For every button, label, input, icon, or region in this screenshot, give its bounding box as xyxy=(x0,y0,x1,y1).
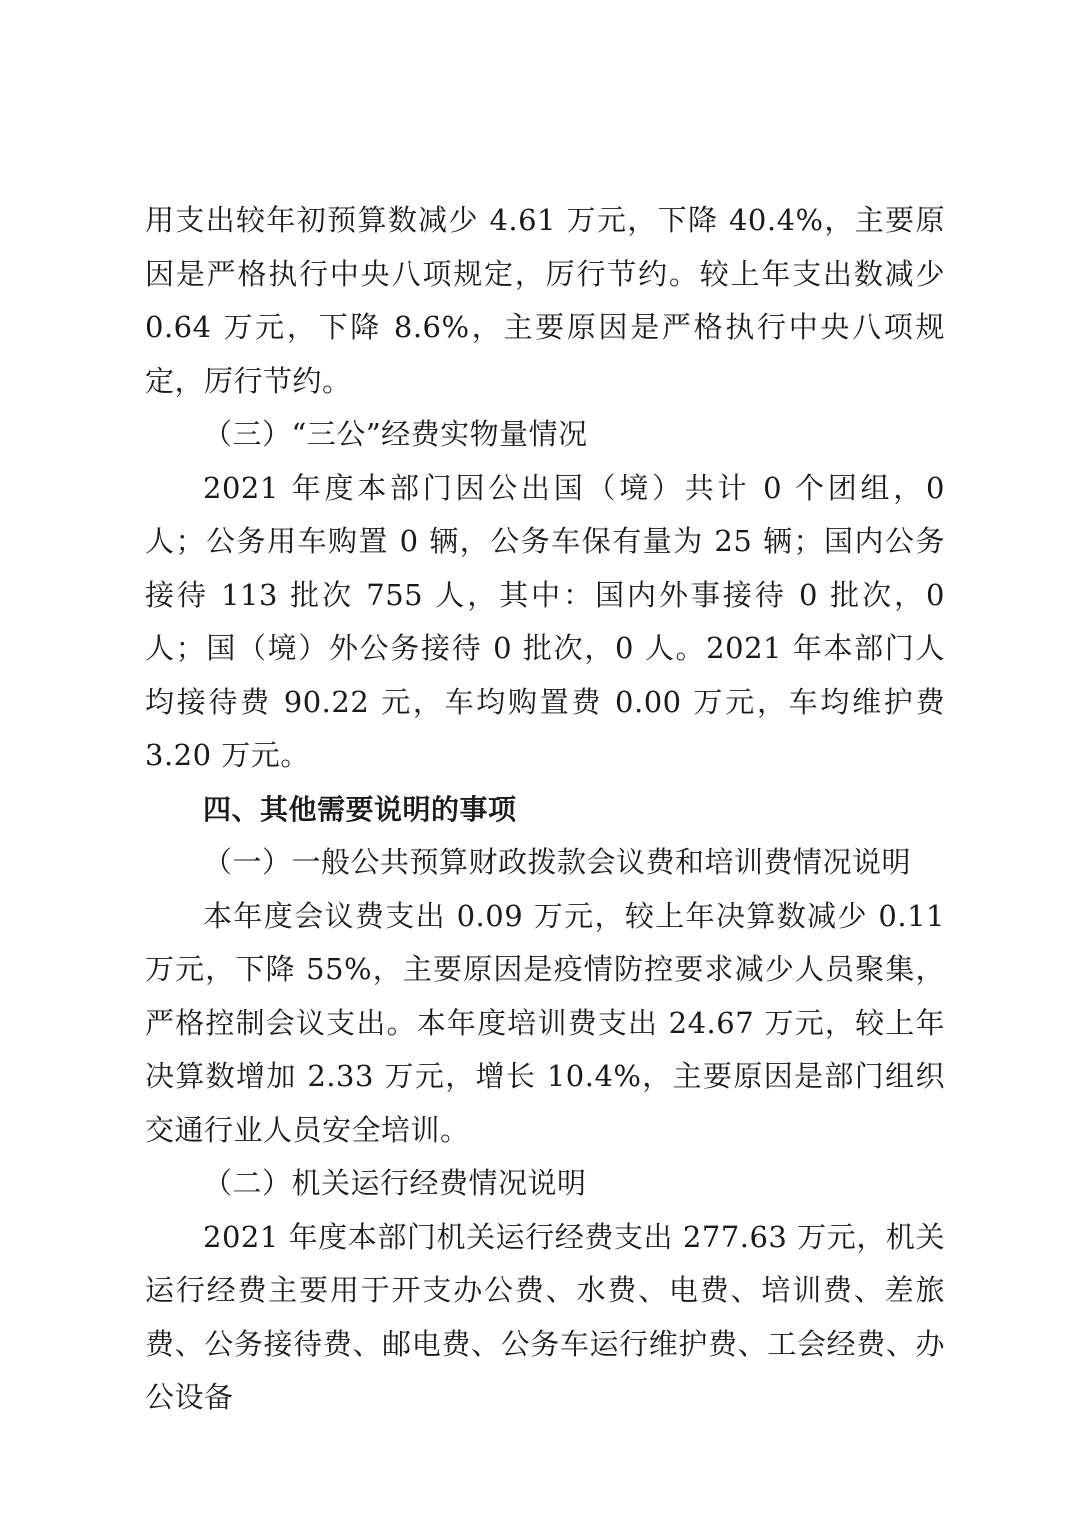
heading-meeting-training-fees: （一）一般公共预算财政拨款会议费和培训费情况说明 xyxy=(203,845,912,879)
paragraph-expense-continuation: 用支出较年初预算数减少 4.61 万元，下降 40.4%，主要原因是严格执行中央八项规定，厉行节约。较上年支出数减少 0.64 万元，下降 8.6%，主要原因是严格执行中央八项规定，厉行节约。 xyxy=(145,203,945,398)
paragraph-meeting-training-fees: 本年度会议费支出 0.09 万元，较上年决算数减少 0.11 万元，下降 55%，主要原因是疫情防控要求减少人员聚集，严格控制会议支出。本年度培训费支出 24.67 万元，较上年决算数增加 2.33 万元，增长 10.4%，主要原因是部门组织交通行业人员安全培训。 xyxy=(145,898,945,1147)
heading-three-public-physical-quantity: （三）“三公”经费实物量情况 xyxy=(203,417,588,451)
paragraph-operating-expenses: 2021 年度本部门机关运行经费支出 277.63 万元，机关运行经费主要用于开支办公费、水费、电费、培训费、差旅费、公务接待费、邮电费、公务车运行维护费、工会经费、办公设备 xyxy=(145,1219,945,1414)
heading-operating-expenses: （二）机关运行经费情况说明 xyxy=(203,1166,587,1200)
paragraph-physical-quantity: 2021 年度本部门因公出国（境）共计 0 个团组，0 人；公务用车购置 0 辆，公务车保有量为 25 辆；国内公务接待 113 批次 755 人，其中：国内外事接待 0 批次，0 人；国（境）外公务接待 0 批次，0 人。2021 年本部门人均接待费 90.22 元，车均购置费 0.00 万元，车均维护费 3.20 万元。 xyxy=(145,470,945,772)
document-body xyxy=(145,194,945,1425)
heading-other-matters: 四、其他需要说明的事项 xyxy=(203,792,517,826)
